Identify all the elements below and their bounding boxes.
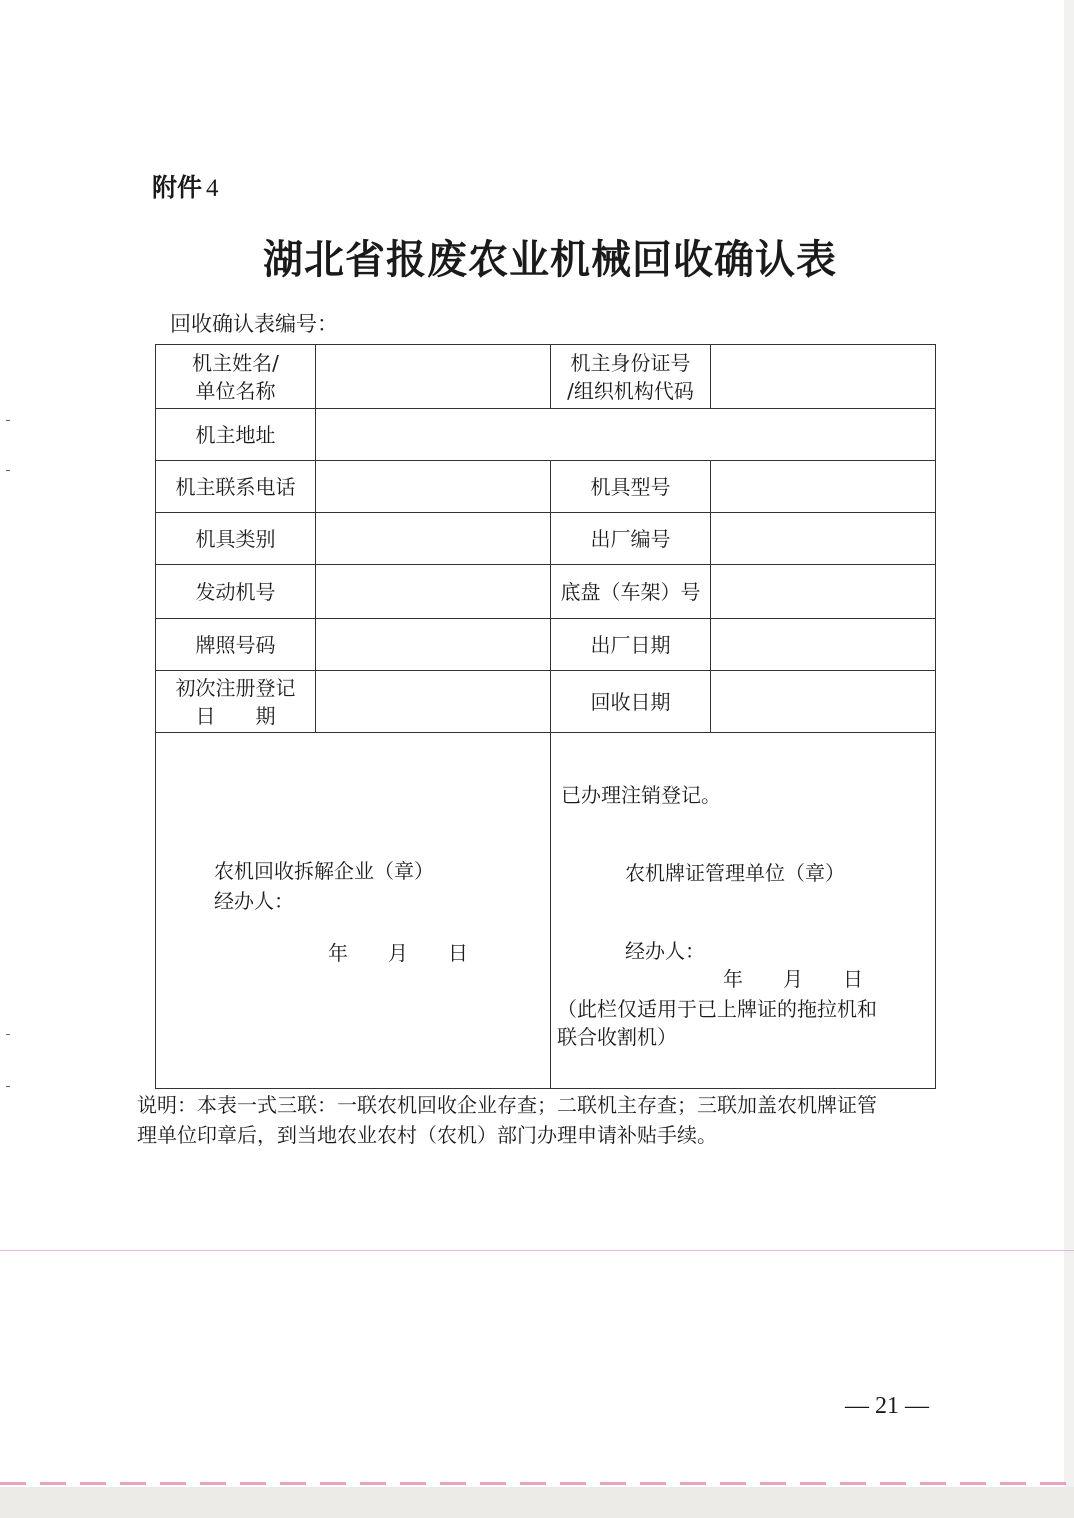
authority-handler-label: 经办人：: [625, 939, 705, 963]
table-row: [156, 409, 936, 461]
label-line: /组织机构代码: [567, 378, 694, 403]
table-row: [156, 461, 936, 513]
owner-id-field[interactable]: [711, 345, 936, 409]
label-line: 日 期: [195, 703, 276, 728]
owner-name-field[interactable]: [316, 345, 551, 409]
authority-date-label: 年 月 日: [723, 967, 863, 991]
applicability-note-line1: （此栏仅适用于已上牌证的拖拉机和: [557, 997, 877, 1021]
table-row: [156, 513, 936, 565]
engine-number-label: 发动机号: [156, 565, 316, 619]
machine-model-label: 机具型号: [551, 461, 711, 513]
plate-number-field[interactable]: [316, 619, 551, 671]
footer-note-line2: 理单位印章后，到当地农业农村（农机）部门办理申请补贴手续。: [137, 1123, 717, 1147]
recovery-date-label: 回收日期: [551, 671, 711, 733]
first-registration-field[interactable]: [316, 671, 551, 733]
factory-number-label: 出厂编号: [551, 513, 711, 565]
attachment-number: 4: [206, 175, 219, 202]
label-line: 单位名称: [195, 378, 276, 403]
scan-mark: [6, 420, 10, 421]
engine-number-field[interactable]: [316, 565, 551, 619]
owner-phone-field[interactable]: [316, 461, 551, 513]
scan-mark: [6, 1086, 10, 1087]
scan-border-dashes: [0, 1482, 1074, 1485]
owner-phone-label: 机主联系电话: [156, 461, 316, 513]
table-row: [156, 619, 936, 671]
recycler-signature-panel[interactable]: [156, 733, 551, 1089]
owner-address-field[interactable]: [316, 409, 936, 461]
attachment-text: 附件: [152, 173, 203, 202]
recycler-seal-label: 农机回收拆解企业（章）: [214, 859, 434, 883]
machine-model-field[interactable]: [711, 461, 936, 513]
footer-note: [137, 1090, 942, 1150]
scan-mark: [6, 470, 10, 471]
authority-seal-label: 农机牌证管理单位（章）: [625, 861, 845, 885]
confirmation-form-table: [155, 344, 936, 1089]
cancelled-registration-text: 已办理注销登记。: [561, 783, 721, 807]
footer-note-line1: 说明：本表一式三联：一联农机回收企业存查；二联机主存查；三联加盖农机牌证管: [137, 1093, 877, 1117]
chassis-number-field[interactable]: [711, 565, 936, 619]
plate-number-label: 牌照号码: [156, 619, 316, 671]
applicability-note-line2: 联合收割机）: [557, 1025, 677, 1049]
scan-bottom-band: [0, 1487, 1074, 1518]
label-line: 机主身份证号: [570, 350, 691, 375]
table-row: [156, 565, 936, 619]
page-divider: [0, 1250, 1074, 1251]
owner-name-label: [156, 345, 316, 409]
owner-id-label: [551, 345, 711, 409]
table-row: [156, 671, 936, 733]
recovery-date-field[interactable]: [711, 671, 936, 733]
authority-signature-panel[interactable]: [551, 733, 936, 1089]
factory-date-label: 出厂日期: [551, 619, 711, 671]
attachment-label: [152, 168, 219, 204]
machine-category-field[interactable]: [316, 513, 551, 565]
table-row: [156, 733, 936, 1089]
chassis-number-label: 底盘（车架）号: [551, 565, 711, 619]
recycler-handler-label: 经办人：: [214, 889, 294, 913]
page-title: 湖北省报废农业机械回收确认表: [263, 236, 837, 283]
factory-date-field[interactable]: [711, 619, 936, 671]
label-line: 初次注册登记: [175, 675, 296, 700]
label-line: 机主姓名/: [192, 350, 279, 375]
table-row: [156, 345, 936, 409]
recycler-date-label: 年 月 日: [328, 941, 468, 965]
machine-category-label: 机具类别: [156, 513, 316, 565]
page-number: — 21 —: [845, 1393, 929, 1419]
owner-address-label: 机主地址: [156, 409, 316, 461]
first-registration-label: [156, 671, 316, 733]
scan-mark: [6, 1034, 10, 1035]
factory-number-field[interactable]: [711, 513, 936, 565]
serial-number-label: 回收确认表编号：: [170, 312, 338, 336]
